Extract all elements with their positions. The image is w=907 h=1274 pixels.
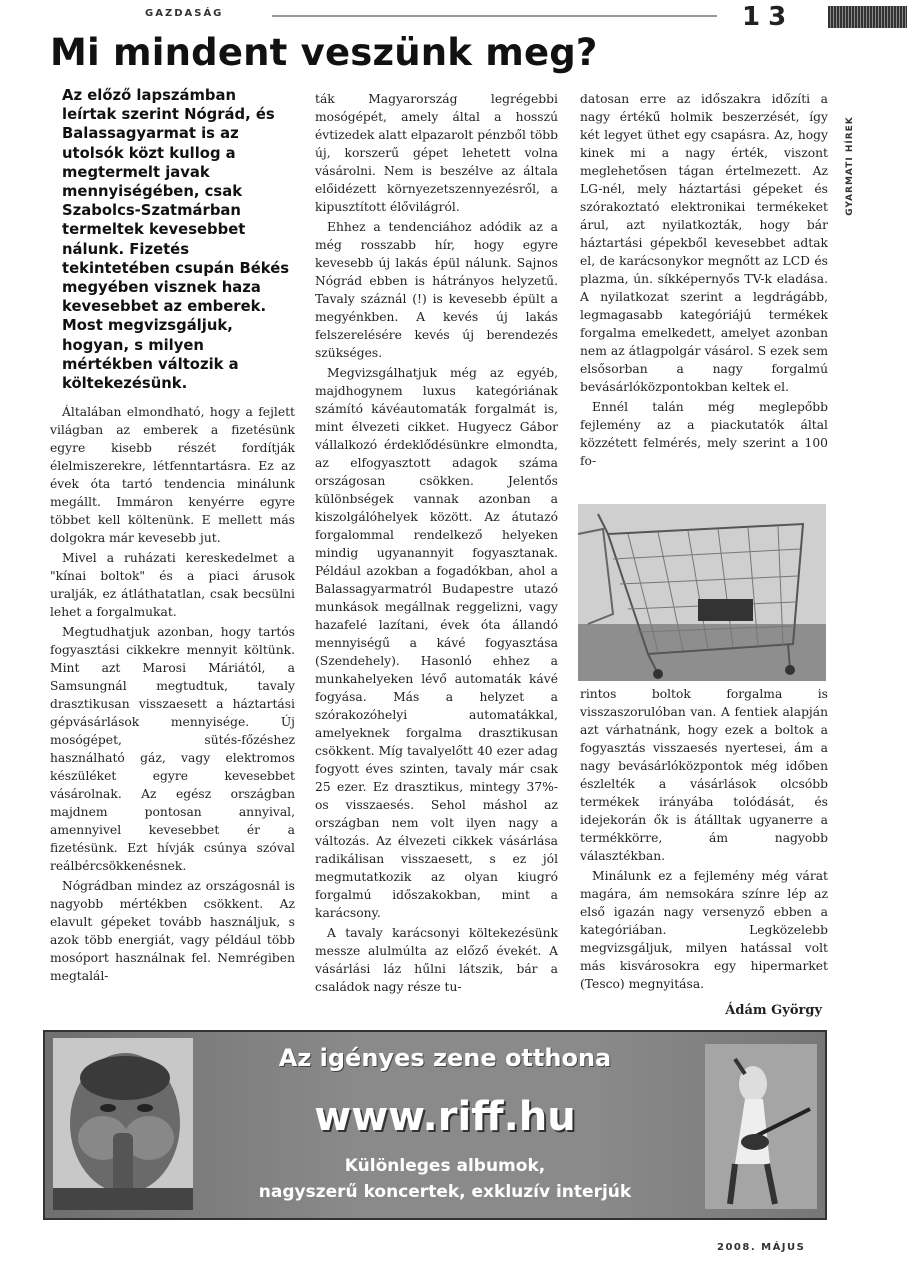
column-3-continued	[580, 685, 828, 995]
musician-photo	[53, 1038, 193, 1210]
paragraph: Minálunk ez a fejlemény még várat magára, ám nemsokára színre lép az első igazán nagy versenyző ebben a kategóriában. Legközelebb megvizsgáljuk, milyen hatással volt más kisvárosokra egy hipermarket (Tesco) megnyitása.	[580, 869, 828, 991]
side-tab-label: GYARMATI HÍREK	[845, 116, 855, 216]
paragraph: Megvizsgálhatjuk még az egyéb, majdhogynem luxus kategóriának számító kávéautomaták forgalmát is, mint élvezeti cikket. Hugyecz Gábor vállalkozó érdeklődésünkre elmondta, az elfogyasztott adagok száma országosan csökken. Jelentős különbségek vannak azonban a kiszolgálóhelyek között. Az átutazó forgalommal rendelkező helyeken mindig ugyanannyit fogyasztanak. Például azokban a fogadókban, ahol a Balassagyarmatról Budapestre utazó munkások megállnak reggelizni, vagy hazafelé lazítani, évek óta állandó mennyiségű a kávé fogyasztása (Szendehely). Hasonló ehhez a munkahelyeken lévő automaták kávé fogyása. Más a helyzet a szórakozóhelyi automatákkal, amelyeknek forgalma drasztikusan csökkent. Míg tavalyelőtt 40 ezer adag fogyott éves szinten, tavaly már csak 25 ezer. Ez drasztikus, mintegy 37%-os visszaesés. Sehol máshol az országban nem volt ilyen nagy a változás. Az élvezeti cikkek vásárlása radikálisan visszaesett, s ez jól megmutatkozik az olyan kiugró forgalmú időszakokban, mint a karácsony.	[315, 366, 558, 920]
paragraph: A tavaly karácsonyi költekezésünk messze alulmúlta az előző évekét. A vásárlási láz hűlni látszik, bár a családok nagy része tu-	[315, 926, 558, 994]
ad-tagline-2: nagyszerű koncertek, exkluzív interjúk	[258, 1182, 632, 1202]
guitarist-illustration	[705, 1044, 817, 1209]
column-1	[50, 403, 295, 987]
article-lead: Az előző lapszámban leírtak szerint Nógrád, és Balassagyarmat is az utolsók közt kullog a megtermelt javak mennyiségében, csak Szabolcs-Szatmárban termeltek kevesebbet nálunk. Fizetés tekintetében csupán Békés megyében visznek haza kevesebbet az emberek. Most megvizsgáljuk, hogyan, s milyen mértékben változik a költekezésünk.	[62, 87, 290, 393]
paragraph: Általában elmondható, hogy a fejlett világban az emberek a fizetésünk egyre kisebb részét fordítják élelmiszerekre, létfenntartásra. Ez az évek óta tartó tendencia minálunk megállt. Immáron kenyérre egyre többet kell költenünk. E mellett más dolgokra már kevesebb jut.	[50, 405, 295, 545]
paragraph: Megtudhatjuk azonban, hogy tartós fogyasztási cikkekre mennyit költünk. Mint azt Marosi Máriától, a Samsungnál megtudtuk, tavaly drasztikusan visszaesett a háztartási gépvásárlások mennyisége. Új mosógépet, sütés-főzéshez használható gáz, vagy elektromos készüléket egyre kevesebbet vásárolnak. Az egész országban majdnem pontosan annyival, amennyivel kevesebbet ér a fizetésünk. Ezt hívják csúnya szóval reálbércsökkenésnek.	[50, 625, 295, 873]
paragraph: rintos boltok forgalma is visszaszorulóban van. A fentiek alapján azt várhatnánk, hogy ezek a boltok a fogyasztás visszaesés nyertesei, ám a nagy bevásárlóközpontok még időben észlelték a vásárlások olcsóbb termékek irányába tolódását, és idejekorán ők is átálltak ugyanerre a termékkörre, ám nagyobb választékban.	[580, 687, 828, 863]
page-number: 13	[742, 2, 795, 32]
article-title: Mi mindent veszünk meg?	[50, 31, 598, 74]
paragraph: Nógrádban mindez az országosnál is nagyobb mértékben csökkent. Az elavult gépeket tovább használjuk, s azok több energiát, vagy például több mosóport használnak fel. Nemrégiben megtalál-	[50, 879, 295, 983]
shopping-cart-photo	[578, 504, 826, 681]
column-2	[315, 90, 558, 998]
issue-date: 2008. MÁJUS	[717, 1242, 806, 1253]
author-byline: Ádám György	[725, 1003, 822, 1018]
header-rule	[272, 15, 717, 17]
riff-advertisement[interactable]	[43, 1030, 827, 1220]
musician-face-illustration	[53, 1038, 193, 1210]
ad-url-link[interactable]: www.riff.hu	[314, 1094, 576, 1140]
ad-title: Az igényes zene otthona	[278, 1044, 612, 1072]
column-3	[580, 90, 828, 472]
section-label: GAZDASÁG	[145, 8, 224, 19]
header-stripes	[828, 6, 907, 28]
paragraph: Ennél talán még meglepőbb fejlemény az a piackutatók által közzétett felmérés, mely szerint a 100 fo-	[580, 400, 828, 468]
shopping-cart-illustration	[578, 504, 826, 681]
guitarist-photo	[705, 1044, 817, 1209]
side-tab	[840, 100, 860, 232]
paragraph: datosan erre az időszakra időzíti a nagy értékű holmik beszerzését, így két legyet üthet egy csapásra. Az, hogy kinek mi a nagy érték, viszont meglehetősen tágan értelmezett. Az LG-nél, mely háztartási gépeket és szórakoztató elektronikai termékeket árul, azt nyilatkozták, hogy bár háztartási gépekből kevesebbet adtak el, de karácsonykor megnőtt az LCD és plazma, ún. síkképernyős TV-k eladása. A nyilatkozat szerint a legdrágább, legmagasabb kategóriájú termékek forgalma emelkedett, amelyet azonban nem az átlagpolgár vásárol. S ezek sem elsősorban a nagy forgalmú bevásárlóközpontokban keltek el.	[580, 92, 828, 394]
paragraph: ták Magyarország legrégebbi mosógépét, amely által a hosszú évtizedek alatt elpazarolt pénzből több új, korszerű gépet lehetett volna vásárolni. Nem is beszélve az általa előidézett környezetszennyezésről, a kipusztított élővilágról.	[315, 92, 558, 214]
paragraph: Mivel a ruházati kereskedelmet a "kínai boltok" és a piaci árusok uralják, ez átláthatatlan, csak becsülni lehet a forgalmukat.	[50, 551, 295, 619]
paragraph: Ehhez a tendenciához adódik az a még rosszabb hír, hogy egyre kevesebb új lakás épül nálunk. Sajnos Nógrád ebben is hátrányos helyzetű. Tavaly száznál (!) is kevesebb épült a megyénkben. A kevés új lakás felszerelésére kevés új berendezés szükséges.	[315, 220, 558, 360]
ad-tagline-1: Különleges albumok,	[344, 1156, 546, 1176]
